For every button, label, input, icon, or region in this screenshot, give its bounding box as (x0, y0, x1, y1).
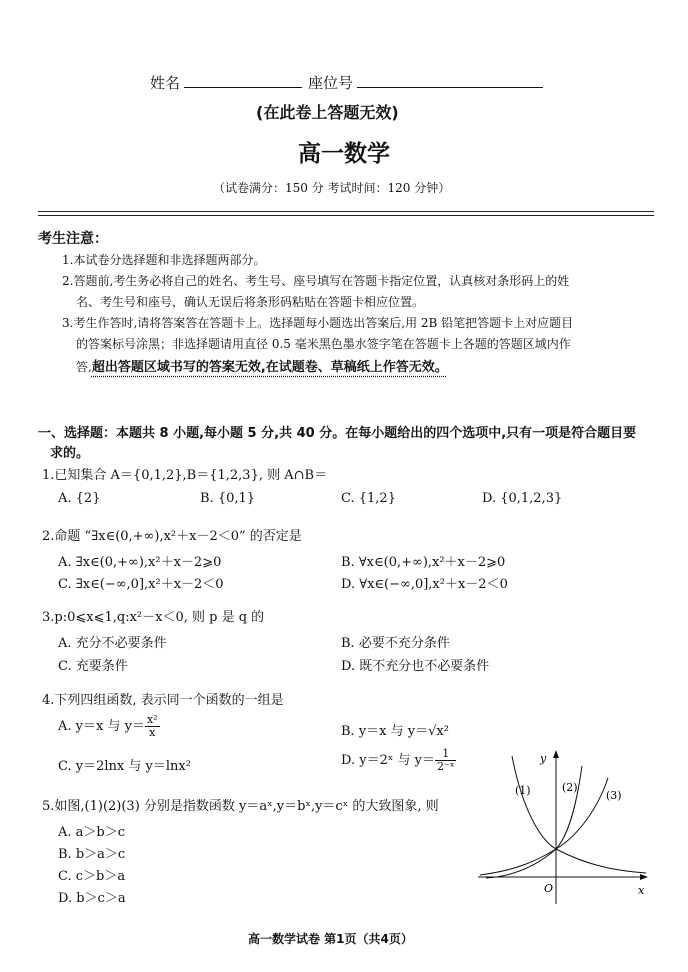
q2-option-b: B. ∀x∈(0,+∞),x²＋x－2⩾0 (341, 555, 506, 570)
double-rule-bottom (38, 215, 654, 216)
q4-option-d (341, 748, 456, 773)
notice-item-3-line-1: 3.考生作答时,请将答案答在答题卡上。选择题每小题选出答案后,用 2B 铅笔把答题卡上对应题目 (62, 316, 574, 330)
q1-option-b: B. {0,1} (200, 491, 256, 506)
q4-option-c: C. y＝2lnx 与 y＝lnx² (58, 759, 191, 774)
name-field (150, 72, 302, 93)
q1-option-c: C. {1,2} (341, 491, 396, 506)
name-blank (184, 72, 302, 88)
q4-option-a-fraction (145, 714, 160, 739)
notice-item-3-line-3 (76, 356, 448, 375)
q2-option-c: C. ∃x∈(−∞,0],x²＋x－2＜0 (58, 577, 224, 592)
exponential-graph (478, 748, 658, 904)
graph-x-label: x (638, 884, 645, 897)
q1-option-a: A. {2} (58, 491, 101, 506)
section-1-instruction-line-1: 一、选择题：本题共 8 小题,每小题 5 分,共 40 分。在每小题给出的四个选项中,只有一项是符合题目要 (38, 426, 637, 441)
q4-option-a-numerator: x² (146, 713, 158, 726)
notice-item-2-line-1: 2.答题前,考生务必将自己的姓名、考生号、座号填写在答题卡指定位置，认真核对条形码上的姓 (62, 274, 570, 288)
y-axis-arrow (553, 750, 559, 758)
name-label: 姓名 (150, 74, 181, 92)
q4-option-a-denominator: x (149, 726, 156, 739)
q3-option-b: B. 必要不充分条件 (341, 636, 450, 651)
curve-2-label: (2) (562, 781, 578, 794)
q4-option-d-numerator: 1 (435, 748, 456, 761)
curve-1 (512, 756, 646, 873)
q4-option-d-fraction (435, 748, 456, 773)
double-rule-top (38, 211, 654, 212)
q3-option-a: A. 充分不必要条件 (58, 636, 167, 651)
q4-option-a-prefix: A. y＝x 与 y＝ (58, 719, 145, 734)
q4-option-d-denominator: 2⁻ˣ (436, 760, 455, 773)
seat-field (308, 72, 543, 93)
seat-blank (357, 72, 543, 88)
curve-3 (480, 778, 608, 875)
x-axis-arrow (640, 874, 648, 880)
seat-label: 座位号 (308, 74, 354, 92)
q4-option-d-prefix: D. y＝2ˣ 与 y＝ (341, 753, 435, 768)
q4-stem: 4.下列四组函数, 表示同一个函数的一组是 (42, 693, 284, 708)
q2-option-a: A. ∃x∈(0,+∞),x²＋x－2⩾0 (58, 555, 222, 570)
q5-option-c: C. c＞b＞a (58, 869, 126, 884)
page-title: 高一数学 (298, 140, 390, 167)
notice-emphasis: 超出答题区域书写的答案无效,在试题卷、草稿纸上作答无效。 (91, 360, 448, 375)
page-footer: 高一数学试卷 第1页（共4页） (248, 932, 413, 946)
q4-option-b: B. y＝x 与 y＝√x² (341, 724, 449, 739)
q2-option-d: D. ∀x∈(−∞,0],x²＋x－2＜0 (341, 577, 508, 592)
notice-item-1: 1.本试卷分选择题和非选择题两部分。 (62, 253, 266, 267)
q2-stem: 2.命题 “∃x∈(0,+∞),x²＋x－2＜0” 的否定是 (42, 529, 302, 544)
section-1-instruction-line-2: 求的。 (50, 446, 90, 461)
q5-option-b: B. b＞a＞c (58, 847, 126, 862)
q4-option-a (58, 714, 160, 739)
q3-stem: 3.p:0⩽x⩽1,q:x²－x＜0, 则 p 是 q 的 (42, 610, 265, 625)
q3-option-c: C. 充要条件 (58, 659, 128, 674)
graph-origin-label: O (544, 882, 554, 895)
q1-stem: 1.已知集合 A＝{0,1,2},B＝{1,2,3}, 则 A∩B＝ (42, 468, 328, 483)
q1-option-d: D. {0,1,2,3} (482, 491, 563, 506)
invalid-note: (在此卷上答题无效) (256, 103, 399, 122)
notice-item-3-line-2: 的答案标号涂黑；非选择题请用直径 0.5 毫米黑色墨水签字笔在答题卡上各题的答题区域内作 (76, 337, 571, 351)
notice-heading: 考生注意： (38, 231, 108, 247)
graph-y-label: y (540, 752, 547, 765)
curve-1-label: (1) (515, 784, 531, 797)
notice-item-3-line-3-prefix: 答, (76, 360, 92, 374)
q5-option-a: A. a＞b＞c (58, 825, 126, 840)
q5-stem: 5.如图,(1)(2)(3) 分别是指数函数 y＝aˣ,y＝bˣ,y＝cˣ 的大致图象, 则 (42, 799, 439, 814)
q3-option-d: D. 既不充分也不必要条件 (341, 659, 490, 674)
exam-info: （试卷满分：150 分 考试时间：120 分钟） (213, 181, 451, 195)
curve-3-label: (3) (606, 789, 622, 802)
notice-item-2-line-2: 名、考生号和座号，确认无误后将条形码粘贴在答题卡相应位置。 (76, 295, 425, 309)
q5-option-d: D. b＞c＞a (58, 891, 126, 906)
